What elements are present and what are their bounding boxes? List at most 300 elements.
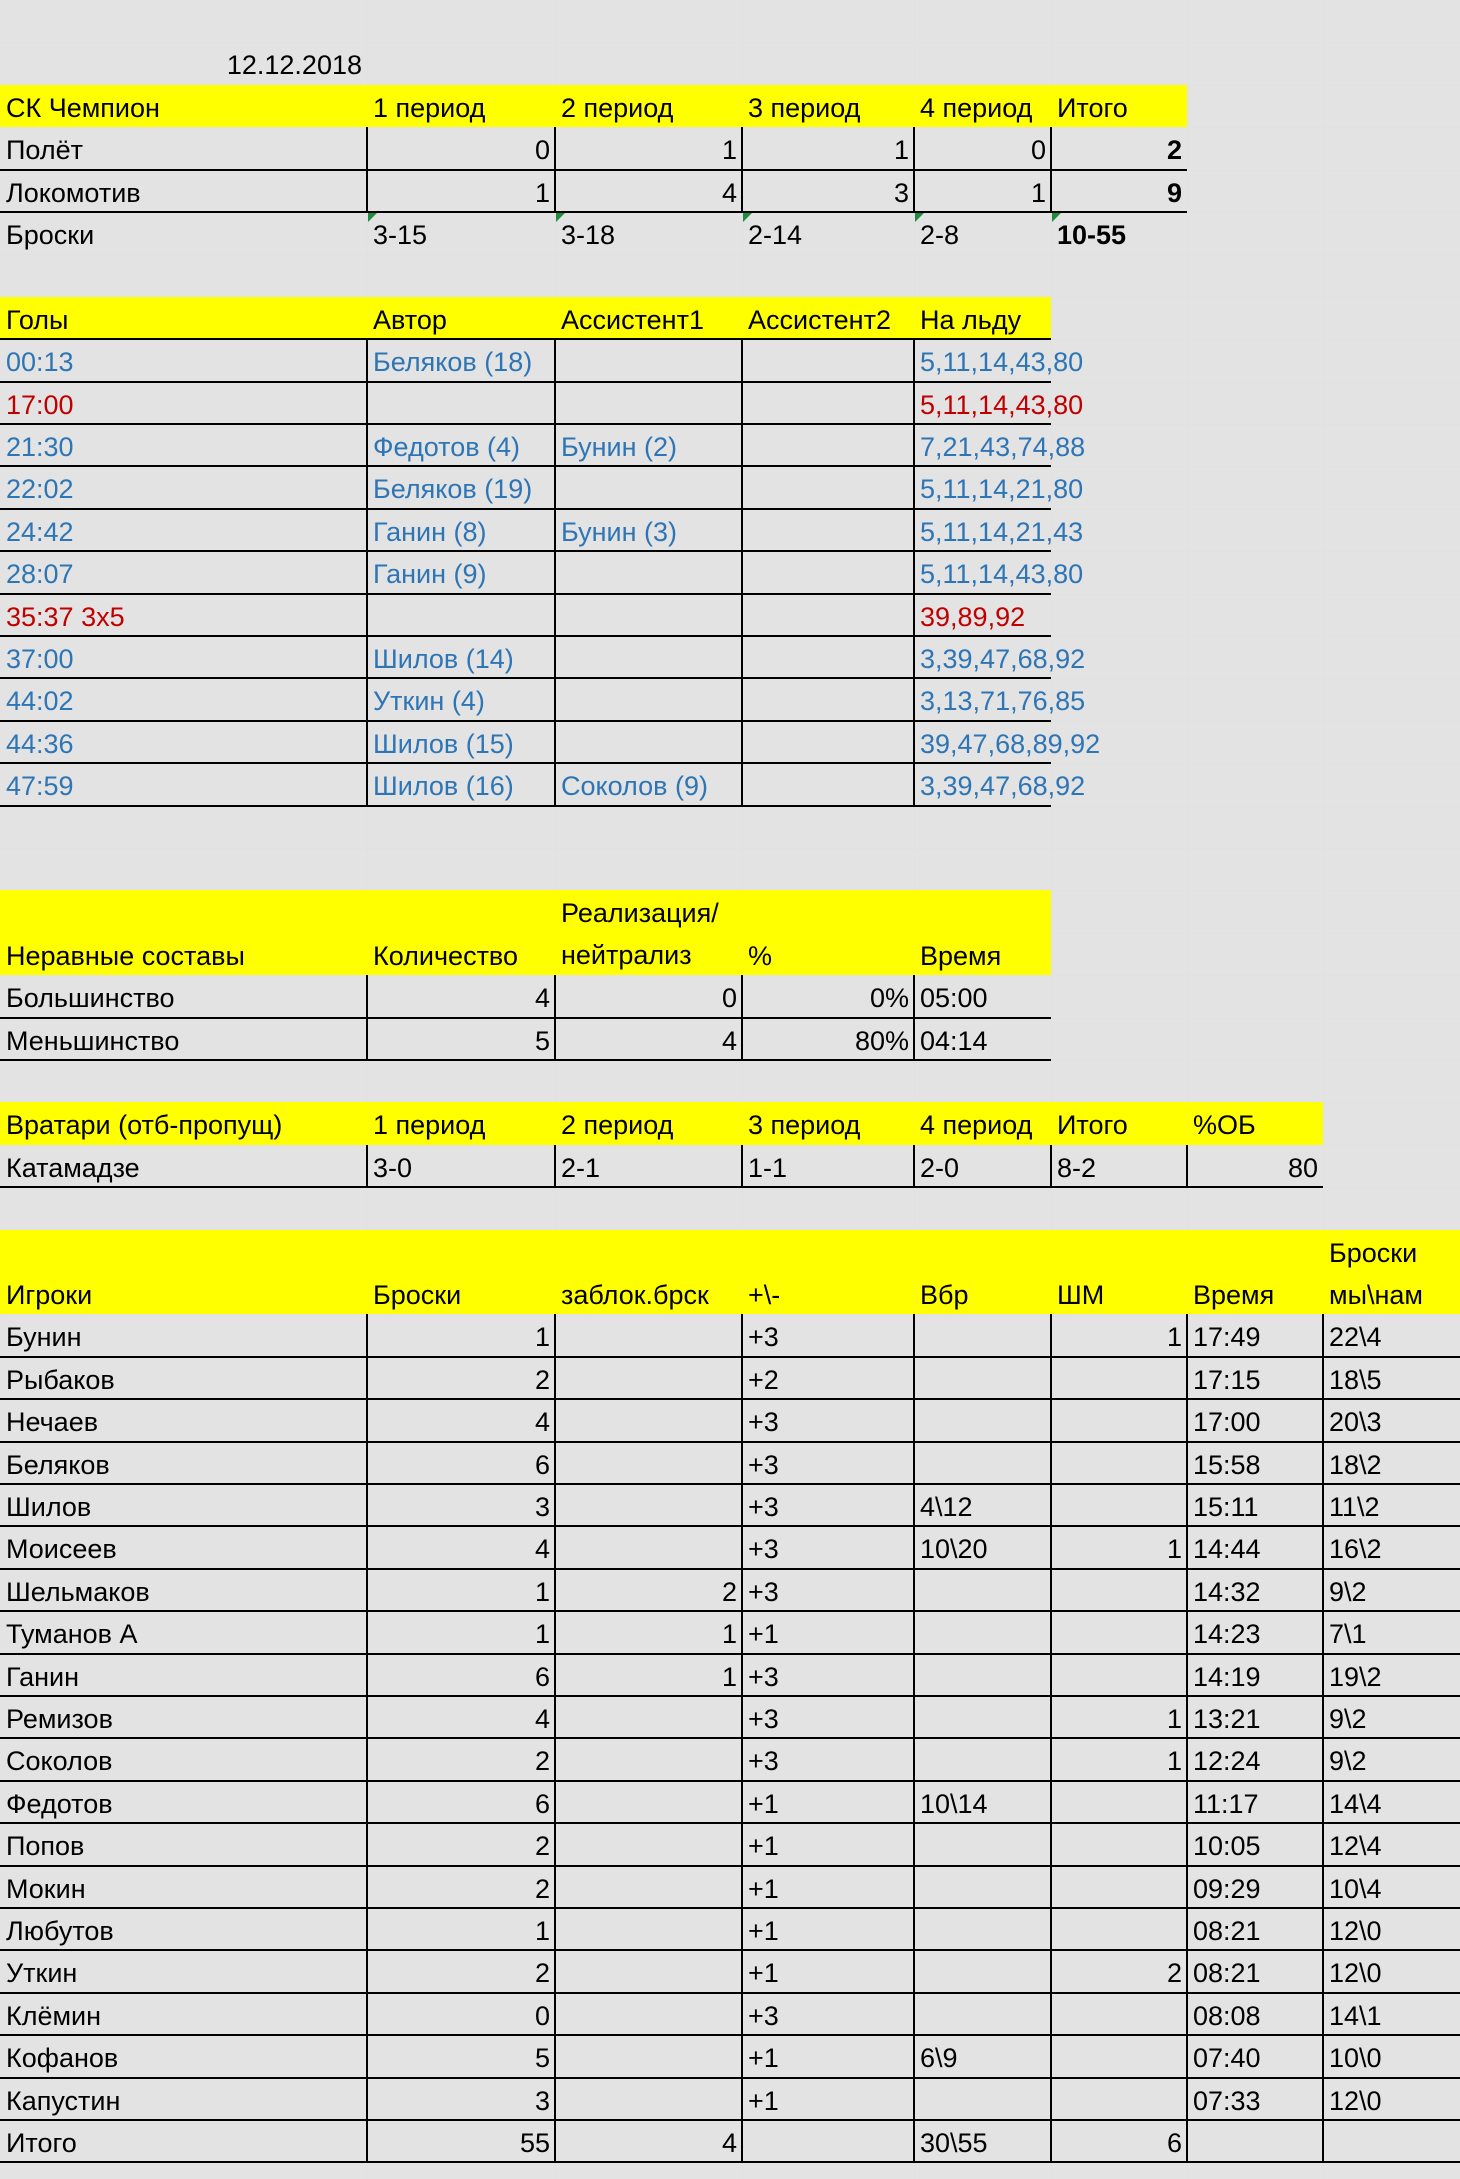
score-cell[interactable]: 3-18 xyxy=(561,220,616,250)
score-cell[interactable]: 0 xyxy=(1030,135,1046,165)
player-cell[interactable]: 22\4 xyxy=(1329,1322,1382,1352)
player-cell[interactable]: 12\0 xyxy=(1329,2086,1382,2116)
goal-cell[interactable]: 24:42 xyxy=(6,517,74,547)
special-header-cell[interactable]: Количество xyxy=(373,941,518,971)
player-cell[interactable]: +3 xyxy=(748,1492,779,1522)
player-cell[interactable] xyxy=(1051,1823,1187,1866)
player-cell[interactable]: 13:21 xyxy=(1193,1704,1261,1734)
cell-border xyxy=(1050,1314,1052,2162)
players-total-cell[interactable]: 55 xyxy=(519,2128,550,2158)
goalie-cell[interactable]: 80 xyxy=(1287,1153,1318,1183)
player-cell[interactable]: Бунин xyxy=(6,1322,82,1352)
goal-cell[interactable] xyxy=(742,466,914,509)
player-cell[interactable]: +3 xyxy=(748,1534,779,1564)
special-cell[interactable]: 04:14 xyxy=(920,1026,988,1056)
player-cell[interactable] xyxy=(555,1399,742,1442)
player-cell[interactable]: Моисеев xyxy=(6,1534,117,1564)
player-cell[interactable] xyxy=(555,1950,742,1993)
player-cell[interactable] xyxy=(1051,1993,1187,2035)
cell-border xyxy=(0,1059,1051,1061)
cell-border xyxy=(1322,1314,1324,2162)
goal-cell[interactable]: 37:00 xyxy=(6,644,74,674)
player-cell[interactable] xyxy=(1051,1654,1187,1696)
player-cell[interactable] xyxy=(555,1738,742,1781)
special-cell[interactable]: Меньшинство xyxy=(6,1026,180,1056)
cell-border xyxy=(741,1145,743,1187)
player-cell[interactable]: +3 xyxy=(748,1450,779,1480)
special-cell[interactable]: 05:00 xyxy=(920,983,988,1013)
player-cell[interactable]: 4\12 xyxy=(920,1492,973,1522)
player-cell[interactable]: 6 xyxy=(534,1662,550,1692)
goal-cell[interactable] xyxy=(555,721,742,763)
player-cell[interactable]: +3 xyxy=(748,1746,779,1776)
goal-cell[interactable]: 3,39,47,68,92 xyxy=(920,644,1086,674)
player-cell[interactable] xyxy=(1051,1357,1187,1399)
goal-cell[interactable]: Ганин (9) xyxy=(373,559,487,589)
goal-cell[interactable] xyxy=(555,594,742,636)
goal-cell[interactable] xyxy=(742,509,914,551)
player-cell[interactable]: 1 xyxy=(534,1577,550,1607)
player-cell[interactable]: 1 xyxy=(534,1322,550,1352)
player-cell[interactable]: 15:11 xyxy=(1193,1492,1259,1522)
player-cell[interactable] xyxy=(555,1526,742,1569)
goalie-header-cell[interactable]: Вратари (отб-пропущ) xyxy=(6,1110,283,1140)
cell-border xyxy=(913,1314,915,2162)
cell-border xyxy=(741,975,743,1060)
player-cell[interactable] xyxy=(1051,1399,1187,1442)
goal-cell[interactable]: 39,89,92 xyxy=(920,602,1026,632)
player-cell[interactable]: +1 xyxy=(748,2043,779,2073)
cell-border xyxy=(554,339,556,806)
score-header-cell[interactable]: Итого xyxy=(1057,93,1128,123)
cell-border xyxy=(366,1145,368,1187)
cell-border xyxy=(1050,1145,1052,1187)
goal-cell[interactable]: 28:07 xyxy=(6,559,74,589)
player-cell[interactable]: 14:44 xyxy=(1193,1534,1261,1564)
player-cell[interactable]: Рыбаков xyxy=(6,1365,115,1395)
player-cell[interactable]: 1 xyxy=(1166,1322,1182,1352)
player-cell[interactable] xyxy=(555,1993,742,2035)
player-cell[interactable]: 2 xyxy=(721,1577,737,1607)
player-cell[interactable]: +1 xyxy=(748,2086,779,2116)
player-cell[interactable]: 4 xyxy=(534,1534,550,1564)
player-cell[interactable]: 17:15 xyxy=(1193,1365,1261,1395)
cell-border xyxy=(366,127,368,212)
player-cell[interactable] xyxy=(1051,1611,1187,1654)
player-cell[interactable] xyxy=(1051,1866,1187,1908)
player-cell[interactable] xyxy=(555,1442,742,1484)
cell-border xyxy=(366,975,368,1060)
player-cell[interactable]: 9\2 xyxy=(1329,1577,1367,1607)
players-header-cell[interactable]: Броски xyxy=(373,1280,462,1310)
goal-cell[interactable] xyxy=(555,636,742,678)
goalie-header-cell[interactable]: 4 период xyxy=(920,1110,1033,1140)
players-header-cell[interactable]: заблок.брск xyxy=(561,1280,709,1310)
player-cell[interactable] xyxy=(555,1823,742,1866)
player-cell[interactable]: 1 xyxy=(721,1662,737,1692)
player-cell[interactable]: 07:33 xyxy=(1193,2086,1261,2116)
player-cell[interactable]: +3 xyxy=(748,1407,779,1437)
player-cell[interactable]: Нечаев xyxy=(6,1407,99,1437)
player-cell[interactable]: Попов xyxy=(6,1831,85,1861)
goals-header-cell[interactable]: Ассистент2 xyxy=(748,305,891,335)
player-cell[interactable]: 3 xyxy=(534,2086,550,2116)
player-cell[interactable]: Соколов xyxy=(6,1746,113,1776)
player-cell[interactable]: 6 xyxy=(534,1789,550,1819)
player-cell[interactable] xyxy=(1051,1569,1187,1611)
player-cell[interactable]: 2 xyxy=(534,1365,550,1395)
players-header-cell[interactable]: Время xyxy=(1193,1280,1275,1310)
goal-cell[interactable] xyxy=(555,382,742,424)
player-cell[interactable]: 08:08 xyxy=(1193,2001,1261,2031)
special-cell[interactable]: 5 xyxy=(534,1026,550,1056)
player-cell[interactable]: 7\1 xyxy=(1329,1619,1367,1649)
player-cell[interactable]: 14:32 xyxy=(1193,1577,1261,1607)
goal-cell[interactable] xyxy=(555,678,742,721)
player-cell[interactable]: +3 xyxy=(748,1662,779,1692)
player-cell[interactable] xyxy=(555,1314,742,1357)
players-total-cell[interactable] xyxy=(1187,2120,1323,2162)
player-cell[interactable]: 1 xyxy=(1166,1534,1182,1564)
score-cell[interactable]: Полёт xyxy=(6,135,83,165)
player-cell[interactable] xyxy=(914,1823,1051,1866)
player-cell[interactable]: 2 xyxy=(534,1831,550,1861)
player-cell[interactable]: +1 xyxy=(748,1789,779,1819)
player-cell[interactable]: +3 xyxy=(748,1704,779,1734)
goal-cell[interactable]: Шилов (15) xyxy=(373,729,514,759)
goal-cell[interactable]: Федотов (4) xyxy=(373,432,521,462)
player-cell[interactable]: +3 xyxy=(748,2001,779,2031)
comment-marker xyxy=(368,213,377,222)
player-cell[interactable]: 08:21 xyxy=(1193,1958,1261,1988)
player-cell[interactable]: 4 xyxy=(534,1704,550,1734)
player-cell[interactable]: 10\20 xyxy=(920,1534,988,1564)
player-cell[interactable]: 12\0 xyxy=(1329,1916,1382,1946)
cell-border xyxy=(554,975,556,1060)
players-header-cell[interactable]: Броски мы\нам xyxy=(1329,1238,1423,1310)
score-cell[interactable]: 2-14 xyxy=(748,220,803,250)
player-cell[interactable]: 07:40 xyxy=(1193,2043,1261,2073)
cell-border xyxy=(0,211,1187,213)
player-cell[interactable]: 1 xyxy=(1166,1704,1182,1734)
player-cell[interactable] xyxy=(1051,1484,1187,1526)
score-header-cell[interactable]: 4 период xyxy=(920,93,1033,123)
special-header-cell[interactable]: Неравные составы xyxy=(6,941,245,971)
special-header-cell[interactable]: Время xyxy=(920,941,1002,971)
player-cell[interactable]: 2 xyxy=(534,1874,550,1904)
player-cell[interactable]: 0 xyxy=(534,2001,550,2031)
score-cell[interactable]: 1 xyxy=(721,135,737,165)
cell-border xyxy=(913,975,915,1060)
score-cell[interactable]: 3-15 xyxy=(373,220,428,250)
player-cell[interactable] xyxy=(914,1442,1051,1484)
goal-cell[interactable]: 44:36 xyxy=(6,729,74,759)
cell-border xyxy=(913,339,915,806)
goal-cell[interactable]: 21:30 xyxy=(6,432,74,462)
goal-cell[interactable] xyxy=(742,763,914,806)
player-cell[interactable]: +1 xyxy=(748,1619,779,1649)
special-cell[interactable]: 4 xyxy=(721,1026,737,1056)
players-header-cell[interactable]: Вбр xyxy=(920,1280,969,1310)
player-cell[interactable]: Ремизов xyxy=(6,1704,113,1734)
player-cell[interactable]: +1 xyxy=(748,1874,779,1904)
player-cell[interactable] xyxy=(555,1908,742,1950)
score-header-cell[interactable]: 2 период xyxy=(561,93,674,123)
goal-cell[interactable] xyxy=(742,594,914,636)
score-cell[interactable]: 10-55 xyxy=(1057,220,1127,250)
players-header-cell[interactable]: Игроки xyxy=(6,1280,93,1310)
score-cell[interactable]: 2 xyxy=(1166,135,1182,165)
players-header-cell[interactable]: +\- xyxy=(748,1280,781,1310)
player-cell[interactable]: 1 xyxy=(534,1619,550,1649)
player-cell[interactable] xyxy=(914,1314,1051,1357)
player-cell[interactable] xyxy=(1051,2035,1187,2078)
player-cell[interactable]: 09:29 xyxy=(1193,1874,1261,1904)
player-cell[interactable] xyxy=(1051,1908,1187,1950)
player-cell[interactable] xyxy=(555,1866,742,1908)
players-total-cell[interactable]: 4 xyxy=(721,2128,737,2158)
goal-cell[interactable]: Шилов (14) xyxy=(373,644,514,674)
player-cell[interactable]: 10\14 xyxy=(920,1789,988,1819)
player-cell[interactable]: +1 xyxy=(748,1916,779,1946)
special-header-cell[interactable]: % xyxy=(748,941,773,971)
goal-cell[interactable]: 39,47,68,89,92 xyxy=(920,729,1101,759)
player-cell[interactable] xyxy=(914,2078,1051,2120)
score-cell[interactable]: 4 xyxy=(721,178,737,208)
player-cell[interactable] xyxy=(914,1696,1051,1738)
player-cell[interactable]: 1 xyxy=(1166,1746,1182,1776)
player-cell[interactable] xyxy=(914,1950,1051,1993)
special-cell[interactable]: 0 xyxy=(721,983,737,1013)
player-cell[interactable] xyxy=(914,1399,1051,1442)
player-cell[interactable]: 14:23 xyxy=(1193,1619,1261,1649)
goal-cell[interactable]: Бунин (2) xyxy=(561,432,678,462)
player-cell[interactable] xyxy=(914,1866,1051,1908)
goal-cell[interactable] xyxy=(555,339,742,382)
player-cell[interactable]: 08:21 xyxy=(1193,1916,1261,1946)
player-cell[interactable]: 14\4 xyxy=(1329,1789,1382,1819)
goal-cell[interactable]: 7,21,43,74,88 xyxy=(920,432,1086,462)
goal-cell[interactable]: Беляков (18) xyxy=(373,347,533,377)
goals-header-cell[interactable]: Автор xyxy=(373,305,447,335)
player-cell[interactable]: 2 xyxy=(534,1958,550,1988)
player-cell[interactable]: 19\2 xyxy=(1329,1662,1382,1692)
goal-cell[interactable]: 5,11,14,43,80 xyxy=(920,559,1084,589)
goalie-header-cell[interactable]: 1 период xyxy=(373,1110,486,1140)
player-cell[interactable]: 12\4 xyxy=(1329,1831,1382,1861)
player-cell[interactable]: +3 xyxy=(748,1322,779,1352)
goal-cell[interactable]: 17:00 xyxy=(6,390,74,420)
goals-header-cell[interactable]: Голы xyxy=(6,305,69,335)
player-cell[interactable]: 10\0 xyxy=(1329,2043,1382,2073)
date-cell[interactable]: 12.12.2018 xyxy=(226,50,362,80)
cell-border xyxy=(0,1186,1323,1188)
players-total-cell[interactable]: Итого xyxy=(6,2128,77,2158)
score-header-cell[interactable]: СК Чемпион xyxy=(6,93,160,123)
player-cell[interactable]: 12\0 xyxy=(1329,1958,1382,1988)
player-cell[interactable] xyxy=(555,1357,742,1399)
goals-header-cell[interactable]: Ассистент1 xyxy=(561,305,704,335)
goalie-cell[interactable]: 2-1 xyxy=(561,1153,601,1183)
score-cell[interactable]: 1 xyxy=(534,178,550,208)
goal-cell[interactable]: 47:59 xyxy=(6,771,74,801)
player-cell[interactable]: 17:00 xyxy=(1193,1407,1261,1437)
player-cell[interactable]: 10\4 xyxy=(1329,1874,1382,1904)
goalie-header-cell[interactable]: Итого xyxy=(1057,1110,1128,1140)
score-cell[interactable]: Локомотив xyxy=(6,178,141,208)
player-cell[interactable]: 6 xyxy=(534,1450,550,1480)
player-cell[interactable]: 2 xyxy=(534,1746,550,1776)
goal-cell[interactable]: 22:02 xyxy=(6,474,74,504)
player-cell[interactable]: 2 xyxy=(1166,1958,1182,1988)
goal-cell[interactable] xyxy=(367,594,555,636)
goal-cell[interactable]: 5,11,14,43,80 xyxy=(920,390,1084,420)
goal-cell[interactable] xyxy=(742,382,914,424)
goal-cell[interactable]: 5,11,14,21,43 xyxy=(920,517,1084,547)
player-cell[interactable]: 14\1 xyxy=(1329,2001,1382,2031)
player-cell[interactable] xyxy=(1051,1442,1187,1484)
goal-cell[interactable] xyxy=(367,382,555,424)
player-cell[interactable]: 18\2 xyxy=(1329,1450,1382,1480)
goalie-cell[interactable]: 1-1 xyxy=(748,1153,788,1183)
goals-header-cell[interactable]: На льду xyxy=(920,305,1022,335)
player-cell[interactable] xyxy=(914,1738,1051,1781)
goal-cell[interactable]: Ганин (8) xyxy=(373,517,487,547)
goal-cell[interactable] xyxy=(742,678,914,721)
special-cell[interactable]: 80% xyxy=(854,1026,909,1056)
score-header-cell[interactable]: 3 период xyxy=(748,93,861,123)
players-total-cell[interactable]: 30\55 xyxy=(920,2128,988,2158)
player-cell[interactable]: 9\2 xyxy=(1329,1704,1367,1734)
player-cell[interactable]: 20\3 xyxy=(1329,1407,1382,1437)
comment-marker xyxy=(915,213,924,222)
player-cell[interactable] xyxy=(555,1781,742,1823)
goal-cell[interactable]: Бунин (3) xyxy=(561,517,678,547)
goal-cell[interactable] xyxy=(555,551,742,594)
player-cell[interactable] xyxy=(1051,2078,1187,2120)
player-cell[interactable]: 12:24 xyxy=(1193,1746,1261,1776)
goal-cell[interactable]: Шилов (16) xyxy=(373,771,514,801)
score-cell[interactable]: Броски xyxy=(6,220,95,250)
goal-cell[interactable]: 35:37 3х5 xyxy=(6,602,125,632)
player-cell[interactable] xyxy=(914,1993,1051,2035)
special-cell[interactable]: 0% xyxy=(869,983,909,1013)
goalie-header-cell[interactable]: %ОБ xyxy=(1193,1110,1256,1140)
player-cell[interactable] xyxy=(555,2078,742,2120)
goal-cell[interactable]: 3,13,71,76,85 xyxy=(920,686,1086,716)
goal-cell[interactable]: 5,11,14,43,80 xyxy=(920,347,1084,377)
player-cell[interactable] xyxy=(914,1654,1051,1696)
player-cell[interactable]: 11\2 xyxy=(1329,1492,1380,1522)
player-cell[interactable] xyxy=(555,1484,742,1526)
goalie-header-cell[interactable]: 3 период xyxy=(748,1110,861,1140)
special-cell[interactable]: Большинство xyxy=(6,983,175,1013)
player-cell[interactable]: Любутов xyxy=(6,1916,114,1946)
player-cell[interactable]: 9\2 xyxy=(1329,1746,1367,1776)
player-cell[interactable]: 3 xyxy=(534,1492,550,1522)
goal-cell[interactable]: Соколов (9) xyxy=(561,771,708,801)
score-cell[interactable]: 0 xyxy=(534,135,550,165)
score-cell[interactable]: 1 xyxy=(1030,178,1046,208)
player-cell[interactable]: Федотов xyxy=(6,1789,113,1819)
player-cell[interactable]: 5 xyxy=(534,2043,550,2073)
goalie-cell[interactable]: 2-0 xyxy=(920,1153,960,1183)
special-cell[interactable]: 4 xyxy=(534,983,550,1013)
score-cell[interactable]: 3 xyxy=(893,178,909,208)
players-total-cell[interactable] xyxy=(1323,2120,1460,2162)
goal-cell[interactable] xyxy=(742,339,914,382)
goal-cell[interactable] xyxy=(742,636,914,678)
player-cell[interactable]: Беляков xyxy=(6,1450,110,1480)
player-cell[interactable] xyxy=(555,1696,742,1738)
player-cell[interactable]: +1 xyxy=(748,1831,779,1861)
goal-cell[interactable] xyxy=(742,424,914,466)
score-cell[interactable]: 2-8 xyxy=(920,220,960,250)
players-total-cell[interactable]: 6 xyxy=(1166,2128,1182,2158)
player-cell[interactable]: Уткин xyxy=(6,1958,78,1988)
score-cell[interactable]: 9 xyxy=(1166,178,1182,208)
player-cell[interactable]: +3 xyxy=(748,1577,779,1607)
player-cell[interactable]: +2 xyxy=(748,1365,779,1395)
player-cell[interactable]: 17:49 xyxy=(1193,1322,1261,1352)
goalie-header-cell[interactable]: 2 период xyxy=(561,1110,674,1140)
goal-cell[interactable] xyxy=(742,551,914,594)
score-header-cell[interactable]: 1 период xyxy=(373,93,486,123)
player-cell[interactable]: 1 xyxy=(721,1619,737,1649)
goal-cell[interactable]: 5,11,14,21,80 xyxy=(920,474,1084,504)
player-cell[interactable]: 16\2 xyxy=(1329,1534,1382,1564)
player-cell[interactable]: Клёмин xyxy=(6,2001,102,2031)
players-header-cell[interactable]: ШМ xyxy=(1057,1280,1105,1310)
player-cell[interactable]: 15:58 xyxy=(1193,1450,1261,1480)
player-cell[interactable] xyxy=(555,2035,742,2078)
player-cell[interactable] xyxy=(914,1569,1051,1611)
player-cell[interactable]: Кофанов xyxy=(6,2043,119,2073)
goal-cell[interactable]: 00:13 xyxy=(6,347,74,377)
player-cell[interactable]: 18\5 xyxy=(1329,1365,1382,1395)
player-cell[interactable]: Капустин xyxy=(6,2086,121,2116)
goal-cell[interactable]: 44:02 xyxy=(6,686,74,716)
score-cell[interactable]: 1 xyxy=(893,135,909,165)
goal-cell[interactable]: 3,39,47,68,92 xyxy=(920,771,1086,801)
players-total-cell[interactable] xyxy=(742,2120,914,2162)
player-cell[interactable]: 1 xyxy=(534,1916,550,1946)
goal-cell[interactable] xyxy=(742,721,914,763)
player-cell[interactable]: Шельмаков xyxy=(6,1577,150,1607)
goalie-cell[interactable]: 3-0 xyxy=(373,1153,413,1183)
player-cell[interactable]: 11:17 xyxy=(1193,1789,1259,1819)
player-cell[interactable]: 14:19 xyxy=(1193,1662,1261,1692)
player-cell[interactable] xyxy=(914,1357,1051,1399)
player-cell[interactable] xyxy=(1051,1781,1187,1823)
player-cell[interactable]: Шилов xyxy=(6,1492,92,1522)
player-cell[interactable]: Туманов А xyxy=(6,1619,138,1649)
player-cell[interactable]: 10:05 xyxy=(1193,1831,1261,1861)
goal-cell[interactable] xyxy=(555,466,742,509)
goalie-cell[interactable]: 8-2 xyxy=(1057,1153,1097,1183)
special-header-cell[interactable]: Реализация/ нейтрализ xyxy=(561,898,719,970)
player-cell[interactable] xyxy=(914,1908,1051,1950)
goal-cell[interactable]: Уткин (4) xyxy=(373,686,485,716)
player-cell[interactable]: +1 xyxy=(748,1958,779,1988)
player-cell[interactable]: 6\9 xyxy=(920,2043,958,2073)
player-cell[interactable] xyxy=(914,1611,1051,1654)
goal-cell[interactable]: Беляков (19) xyxy=(373,474,533,504)
player-cell[interactable]: Мокин xyxy=(6,1874,86,1904)
player-cell[interactable]: Ганин xyxy=(6,1662,80,1692)
player-cell[interactable]: 4 xyxy=(534,1407,550,1437)
goalie-cell[interactable]: Катамадзе xyxy=(6,1153,140,1183)
